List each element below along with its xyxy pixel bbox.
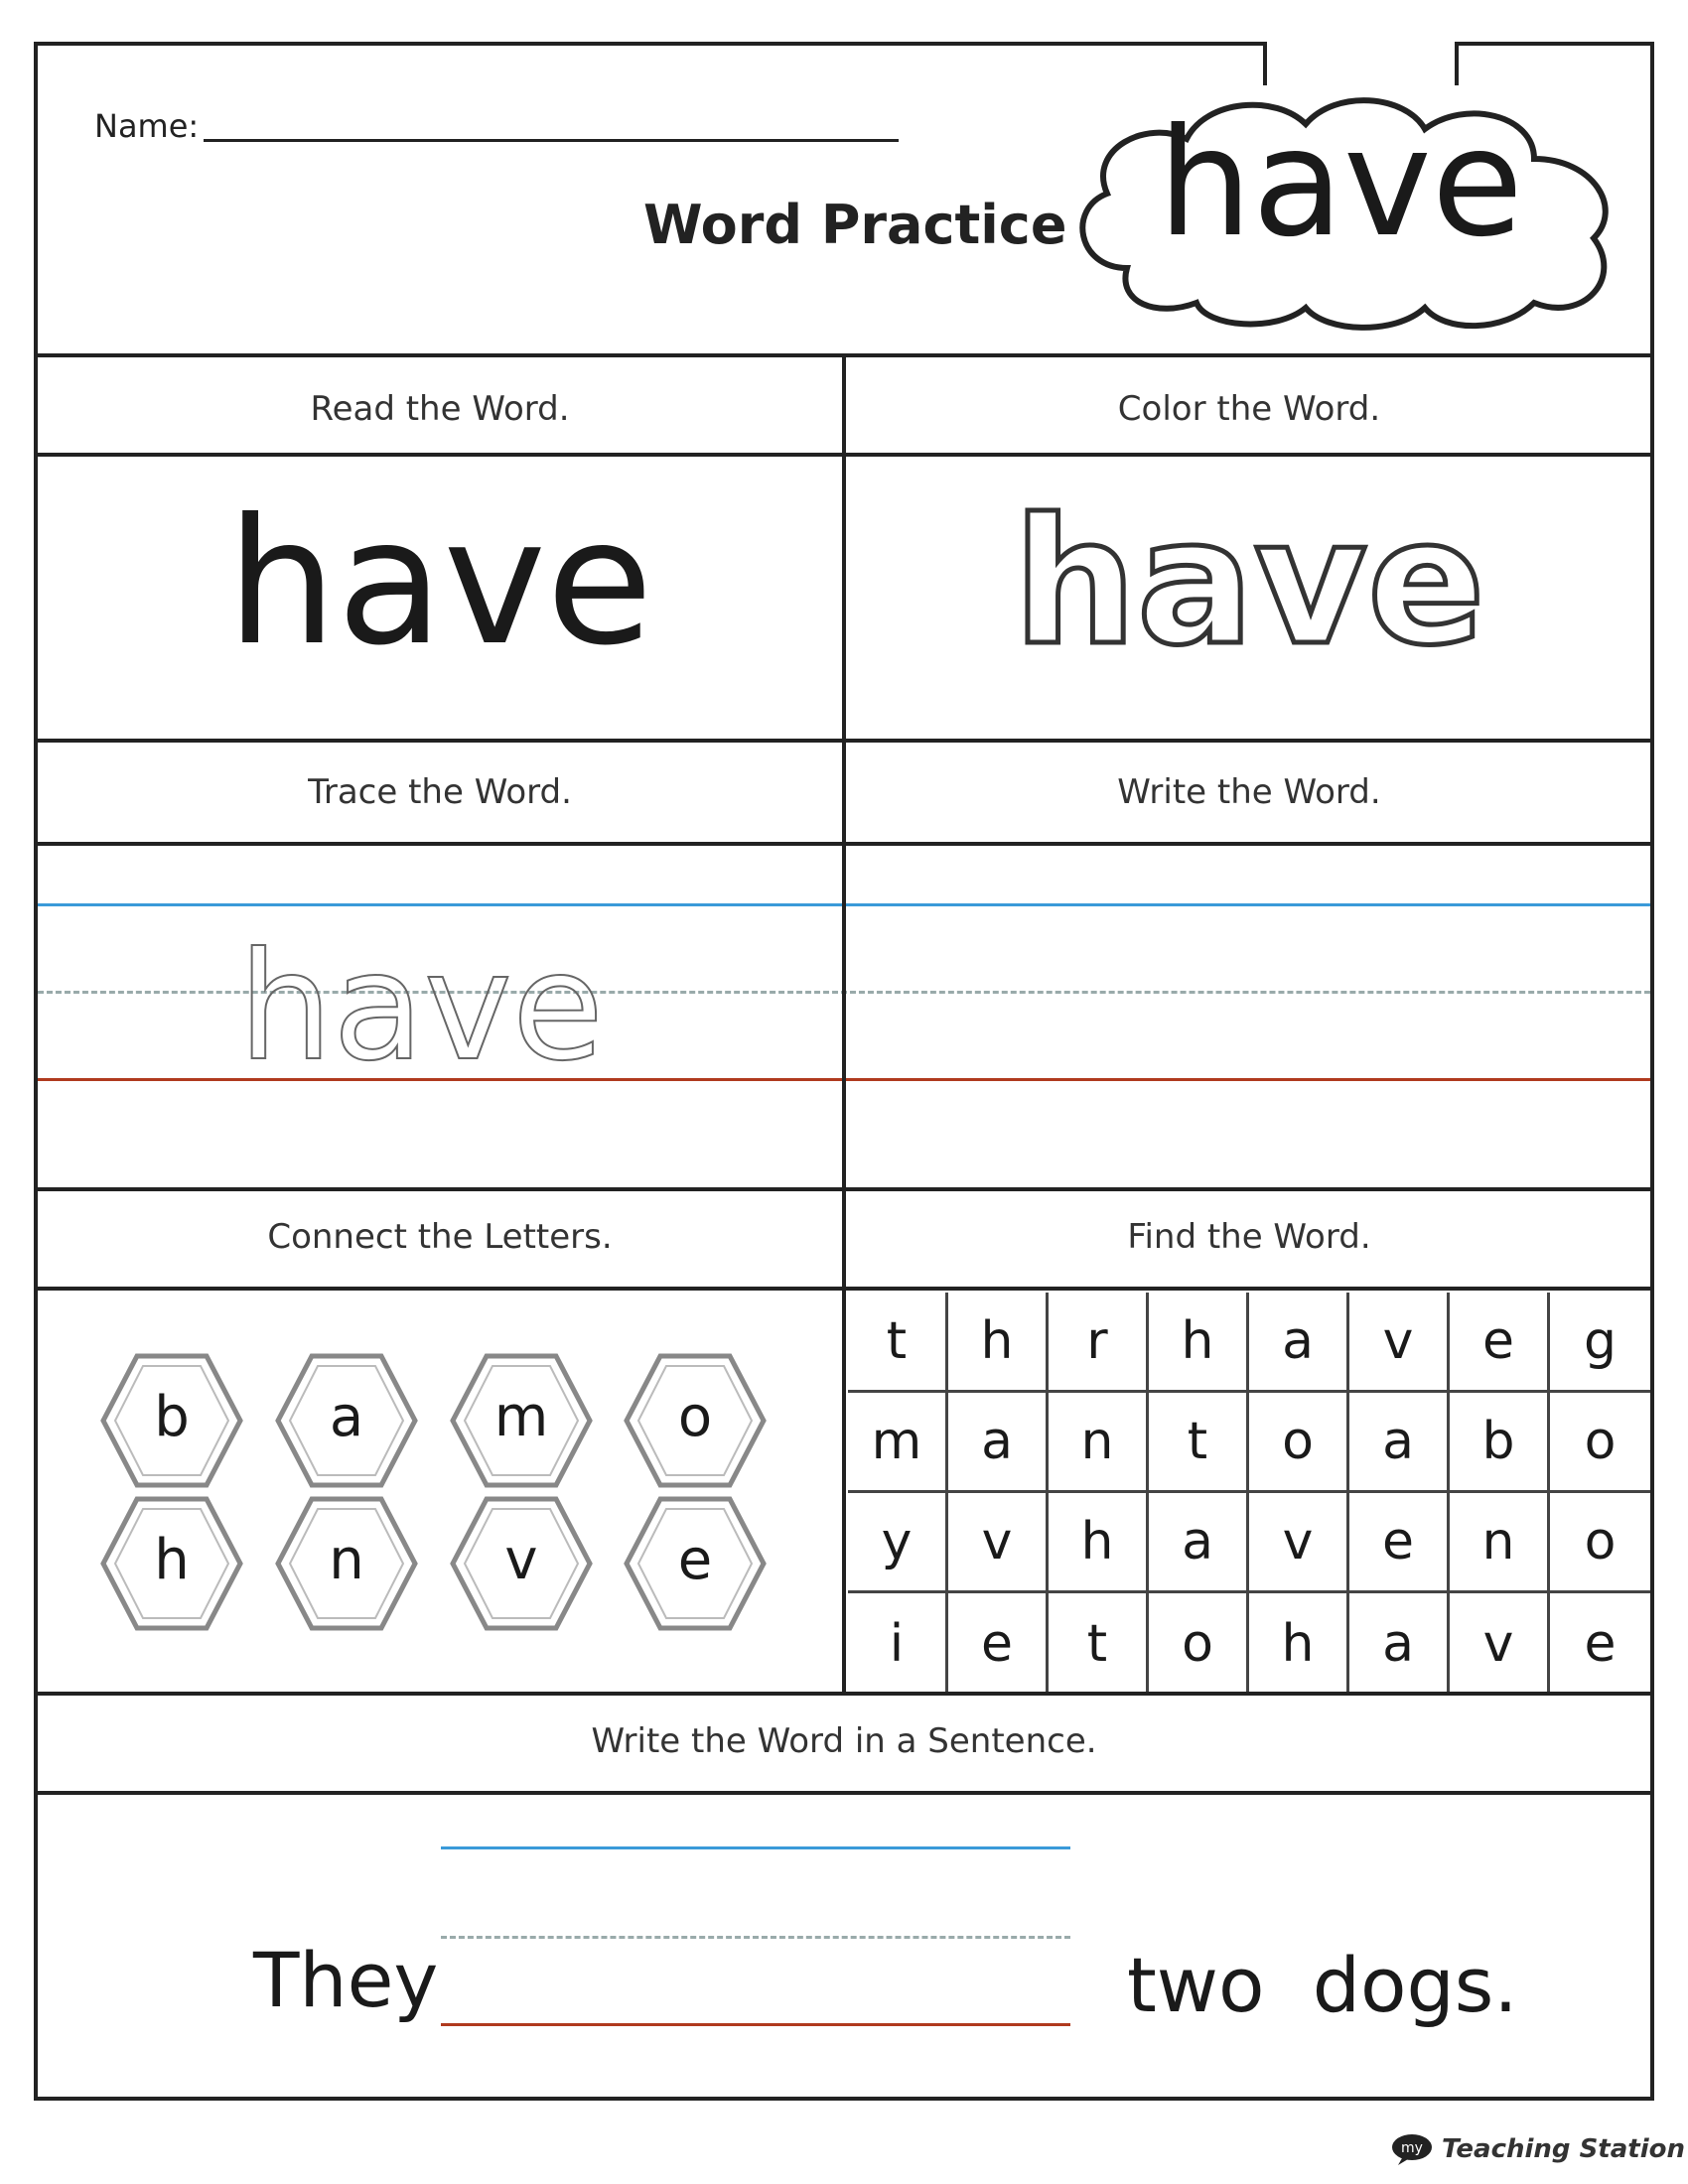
word-search-cell[interactable]: t xyxy=(848,1293,948,1393)
sentence-blank[interactable] xyxy=(441,1856,1070,2025)
read-word: have xyxy=(226,482,653,684)
sentence-end: two dogs. xyxy=(1127,1941,1518,2029)
footer-brand: Teaching Station xyxy=(1442,2134,1685,2164)
word-search-cell[interactable]: o xyxy=(1149,1593,1249,1694)
word-search-cell[interactable]: i xyxy=(848,1593,948,1694)
name-field[interactable] xyxy=(204,139,899,142)
write-word-area[interactable] xyxy=(854,874,1644,1122)
word-search-cell[interactable]: r xyxy=(1049,1293,1149,1393)
word-search-cell[interactable]: a xyxy=(1349,1393,1450,1493)
svg-text:my: my xyxy=(1401,2140,1423,2156)
word-search-cell[interactable]: h xyxy=(1049,1493,1149,1593)
word-search-cell[interactable]: n xyxy=(1049,1393,1149,1493)
letter-hexagon[interactable] xyxy=(449,1493,594,1634)
word-search-cell[interactable]: h xyxy=(1249,1593,1349,1694)
hexagon-letter: o xyxy=(677,1385,713,1449)
word-search-cell[interactable]: v xyxy=(1450,1593,1550,1694)
word-search-cell[interactable]: e xyxy=(948,1593,1049,1694)
word-search-cell[interactable]: a xyxy=(1349,1593,1450,1694)
word-search-cell[interactable]: e xyxy=(1349,1493,1450,1593)
sentence-title: Write the Word in a Sentence. xyxy=(591,1721,1097,1761)
word-search-cell[interactable]: a xyxy=(1249,1293,1349,1393)
divider xyxy=(38,1791,1650,1795)
column-divider xyxy=(842,353,846,1694)
color-word-title: Color the Word. xyxy=(1117,389,1381,429)
letter-hexagon[interactable] xyxy=(274,1493,419,1634)
letter-hexagon[interactable] xyxy=(449,1350,594,1491)
word-search-cell[interactable]: h xyxy=(1149,1293,1249,1393)
letter-hexagon[interactable] xyxy=(99,1350,244,1491)
teaching-station-logo-icon xyxy=(1390,2132,1434,2166)
hexagon-letter: v xyxy=(504,1528,538,1592)
word-search-cell[interactable]: v xyxy=(948,1493,1049,1593)
hexagon-letter: h xyxy=(154,1528,190,1592)
word-search-cell[interactable]: o xyxy=(1249,1393,1349,1493)
find-word-title: Find the Word. xyxy=(1127,1217,1371,1257)
letter-hexagon[interactable] xyxy=(623,1493,768,1634)
word-search-cell[interactable]: a xyxy=(1149,1493,1249,1593)
trace-word[interactable]: have xyxy=(238,921,605,1094)
word-search-cell[interactable]: t xyxy=(1149,1393,1249,1493)
connect-letters-title: Connect the Letters. xyxy=(267,1217,613,1257)
name-label: Name: xyxy=(94,107,200,145)
word-search-cell[interactable]: t xyxy=(1049,1593,1149,1694)
sentence-start: They xyxy=(253,1936,439,2024)
hexagon-letter: b xyxy=(154,1385,190,1449)
letter-hexagon[interactable] xyxy=(623,1350,768,1491)
word-search-cell[interactable]: m xyxy=(848,1393,948,1493)
word-search-cell[interactable]: n xyxy=(1450,1493,1550,1593)
word-search-cell[interactable]: o xyxy=(1550,1493,1650,1593)
page-title: Word Practice xyxy=(643,194,1067,256)
divider xyxy=(38,1692,1650,1696)
trace-word-title: Trace the Word. xyxy=(308,772,572,812)
hexagon-letter: n xyxy=(329,1528,364,1592)
word-search-cell[interactable]: e xyxy=(1450,1293,1550,1393)
word-search-cell[interactable]: a xyxy=(948,1393,1049,1493)
hexagon-letter: a xyxy=(329,1385,364,1449)
header-word: have xyxy=(1157,97,1524,270)
letter-hexagon[interactable] xyxy=(99,1493,244,1634)
letter-hexagon[interactable] xyxy=(274,1350,419,1491)
word-search-cell[interactable]: e xyxy=(1584,1613,1617,1674)
sentence-guide-top xyxy=(441,1846,1070,1849)
frame-tab-cutout xyxy=(1266,36,1455,50)
word-search-cell[interactable]: h xyxy=(948,1293,1049,1393)
write-word-title: Write the Word. xyxy=(1117,772,1381,812)
read-word-title: Read the Word. xyxy=(310,389,570,429)
word-search-grid xyxy=(848,1293,1650,1694)
word-search-cell[interactable]: y xyxy=(848,1493,948,1593)
word-search-cell[interactable]: g xyxy=(1550,1293,1650,1393)
hexagon-letter: m xyxy=(493,1385,549,1449)
word-search-cell[interactable]: b xyxy=(1450,1393,1550,1493)
color-word[interactable]: have xyxy=(1013,482,1485,684)
word-search-cell[interactable]: v xyxy=(1249,1493,1349,1593)
word-search-cell[interactable]: v xyxy=(1349,1293,1450,1393)
word-search-cell[interactable]: o xyxy=(1550,1393,1650,1493)
hexagon-letter: e xyxy=(677,1528,713,1592)
